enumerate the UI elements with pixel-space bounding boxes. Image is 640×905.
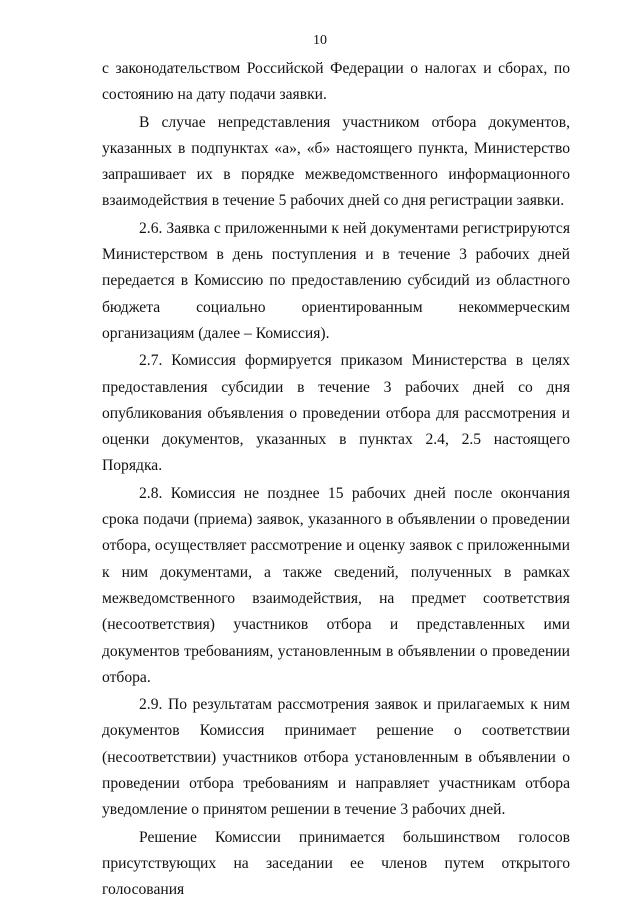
paragraph-2-6: 2.6. Заявка с приложенными к ней документами регистрируются Министерством в день поступления и в течение 3 рабочих дней передается в Комиссию по предоставлению субсидий из областного бюджета социально ориентированным некоммерческим организациям (далее – Комиссия). [102,219,570,342]
page-number: 10 [313,33,327,48]
paragraph-non-submission: В случае непредставления участником отбора документов, указанных в подпунктах «а», «б» настоящего пункта, Министерство запрашивает их в порядке межведомственного информационного взаимодействия в течение 5 рабочих дней со дня регистрации заявки. [102,113,570,210]
paragraph-2-9: 2.9. По результатам рассмотрения заявок и прилагаемых к ним документов Комиссия принимает решение о соответствии (несоответствии) участников отбора установленным в объявлении о проведении отбора требованиям и направляет участникам отбора уведомление о принятом решении в течение 3 рабочих дней. [102,696,570,819]
paragraph-2-8: 2.8. Комиссия не позднее 15 рабочих дней после окончания срока подачи (приема) заявок, указанного в объявлении о проведении отбора, осуществляет рассмотрение и оценку заявок с приложенными к ним документами, а также сведений, полученных в рамках межведомственного взаимодействия, на предмет соответствия (несоответствия) участников отбора и представленных ими документов требованиям, установленным в объявлении о проведении отбора. [102,484,570,686]
paragraph-2-7: 2.7. Комиссия формируется приказом Министерства в целях предоставления субсидии в течение 3 рабочих дней со дня опубликования объявления о проведении отбора для рассмотрения и оценки документов, указанных в пунктах 2.4, 2.5 настоящего Порядка. [102,352,570,475]
paragraph-decision: Решение Комиссии принимается большинством голосов присутствующих на заседании ее членов путем открытого голосования [102,828,570,899]
paragraph-continuation: с законодательством Российской Федерации о налогах и сборах, по состоянию на дату подачи заявки. [102,60,570,104]
document-body [102,56,570,904]
